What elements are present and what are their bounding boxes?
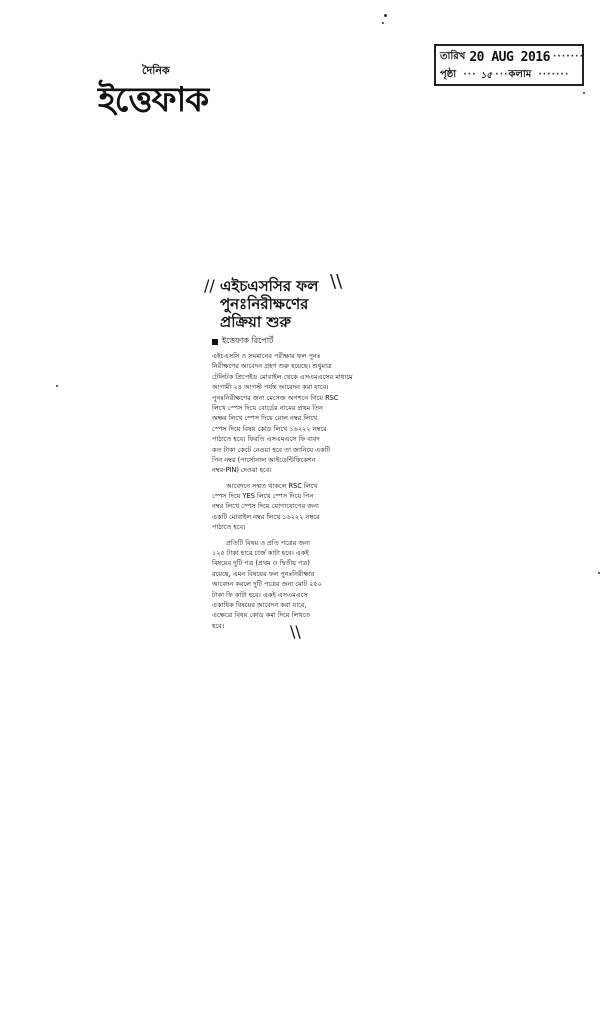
- stamp-column-label: কলাম: [508, 68, 532, 80]
- byline-text: ইত্তেফাক রিপোর্ট: [222, 336, 274, 345]
- article-text-line: একটি মোবাইল নম্বর লিখে ১৬২২২ নম্বরে: [212, 512, 320, 521]
- stamp-page-row: [440, 66, 578, 84]
- stamp-dotted-line: ·······: [538, 70, 570, 80]
- article-text-line: স্পেস দিয়ে বিষয় কোড লিখে ১৬২২২ নম্বরে: [212, 424, 327, 433]
- article-text-line: কত টাকা কেটে নেওয়া হবে তা জানিয়ে একটি: [212, 445, 331, 454]
- article-text-line: নম্বর-PIN) দেওয়া হবে।: [212, 466, 272, 475]
- scan-speck: [382, 22, 384, 24]
- article-paragraph: [212, 351, 352, 476]
- article-text-line: একাধিক বিষয়ের আবেদন করা যাবে,: [212, 600, 307, 609]
- stamp-dotted-line: ···: [495, 70, 509, 80]
- article-text-line: পুনঃনিরীক্ষণের জন্য মেসেজ অপশনে গিয়ে RSC: [212, 393, 339, 402]
- headline-line: এইচএসসির ফল: [220, 277, 319, 295]
- article-body: [212, 351, 352, 631]
- clipping-end-mark: \\: [290, 622, 301, 641]
- article-paragraph: [212, 481, 352, 533]
- stamp-date-row: [440, 48, 584, 66]
- article-text-line: এক্ষেত্রে বিষয় কোড কমা দিয়ে লিখতে: [212, 611, 311, 620]
- article-byline: [212, 335, 362, 348]
- article-text-line: আবেদনে সম্মত থাকলে RSC লিখে: [226, 481, 318, 490]
- stamp-dotted-line: ···: [463, 70, 477, 80]
- clipping-date-stamp: [434, 44, 584, 86]
- byline-square-icon: [212, 339, 218, 345]
- article-text-line: টাকা ফি কাটা হবে। একই এসএমএসে: [212, 590, 308, 599]
- stamp-date-label: তারিখ: [440, 50, 466, 62]
- article-text-line: স্পেস দিয়ে YES লিখে স্পেস দিয়ে পিন: [212, 492, 314, 501]
- article-paragraph: [212, 538, 352, 632]
- stamp-page-label: পৃষ্ঠা: [440, 68, 457, 80]
- article-text-line: অক্ষর লিখে স্পেস দিয়ে রোল নম্বর লিখে: [212, 414, 318, 423]
- stamp-page-value: ১৫: [480, 70, 493, 81]
- article-text-line: পাঠাতে হবে।: [212, 523, 246, 532]
- article-text-line: রয়েছে, এমন বিষয়ের ফল পুনঃনিরীক্ষার: [212, 569, 315, 578]
- headline-line: প্রক্রিয়া শুরু: [220, 313, 291, 331]
- article-text-line: আবেদন করলে দুটি পত্রের জন্য মোট ২৫০: [212, 580, 322, 589]
- article-text-line: আগামী ২৪ আগস্ট পর্যন্ত আবেদন করা যাবে।: [212, 383, 329, 392]
- article-text-line: নম্বর লিখে স্পেস দিয়ে যোগাযোগের জন্য: [212, 502, 319, 511]
- headline-line: পুনঃনিরীক্ষণের: [220, 295, 309, 313]
- scan-speck: [598, 572, 600, 574]
- masthead-title: ইত্তেফাক: [98, 80, 209, 120]
- clipping-mark-left: //: [204, 276, 215, 295]
- article-text-line: প্রতিটি বিষয় ও প্রতি পত্রের জন্য: [226, 538, 311, 547]
- article-text-line: এইচএসসি ও সমমানের পরীক্ষার ফল পুনঃ: [212, 352, 321, 360]
- masthead-daily-label: দৈনিক: [142, 64, 170, 77]
- news-clipping: [204, 271, 362, 636]
- article-text-line: টেলিটক প্রিপেইড মোবাইল থেকে এসএমএসের মাধ্যমে: [212, 372, 353, 381]
- article-text-line: বিষয়ের দুটি পত্র (প্রথম ও দ্বিতীয় পত্র): [212, 559, 310, 568]
- article-text-line: হবে।: [212, 621, 225, 630]
- stamp-dotted-line: ·······: [552, 52, 584, 62]
- article-text-line: লিখে স্পেস দিয়ে বোর্ডের নামের প্রথম তিন: [212, 403, 323, 412]
- stamp-date-value: 20 AUG 2016: [469, 49, 550, 65]
- scan-speck: [384, 14, 387, 17]
- article-text-line: নিরীক্ষণের আবেদন গ্রহণ শুরু হয়েছে। শুধুমাত্র: [212, 362, 332, 371]
- scan-speck: [56, 385, 58, 387]
- clipping-mark-right: \\: [330, 271, 343, 292]
- article-text-line: ১২৫ টাকা হারে চার্জ কাটা হবে। একই: [212, 549, 309, 558]
- article-text-line: পাঠাতে হবে। ফিরতি এসএমএসে ফি বাবদ: [212, 435, 320, 444]
- article-headline: [204, 271, 362, 331]
- article-text-line: পিন নম্বর (পার্সোনাল আইডেন্টিফিকেশন: [212, 455, 316, 464]
- scan-speck: [583, 92, 585, 94]
